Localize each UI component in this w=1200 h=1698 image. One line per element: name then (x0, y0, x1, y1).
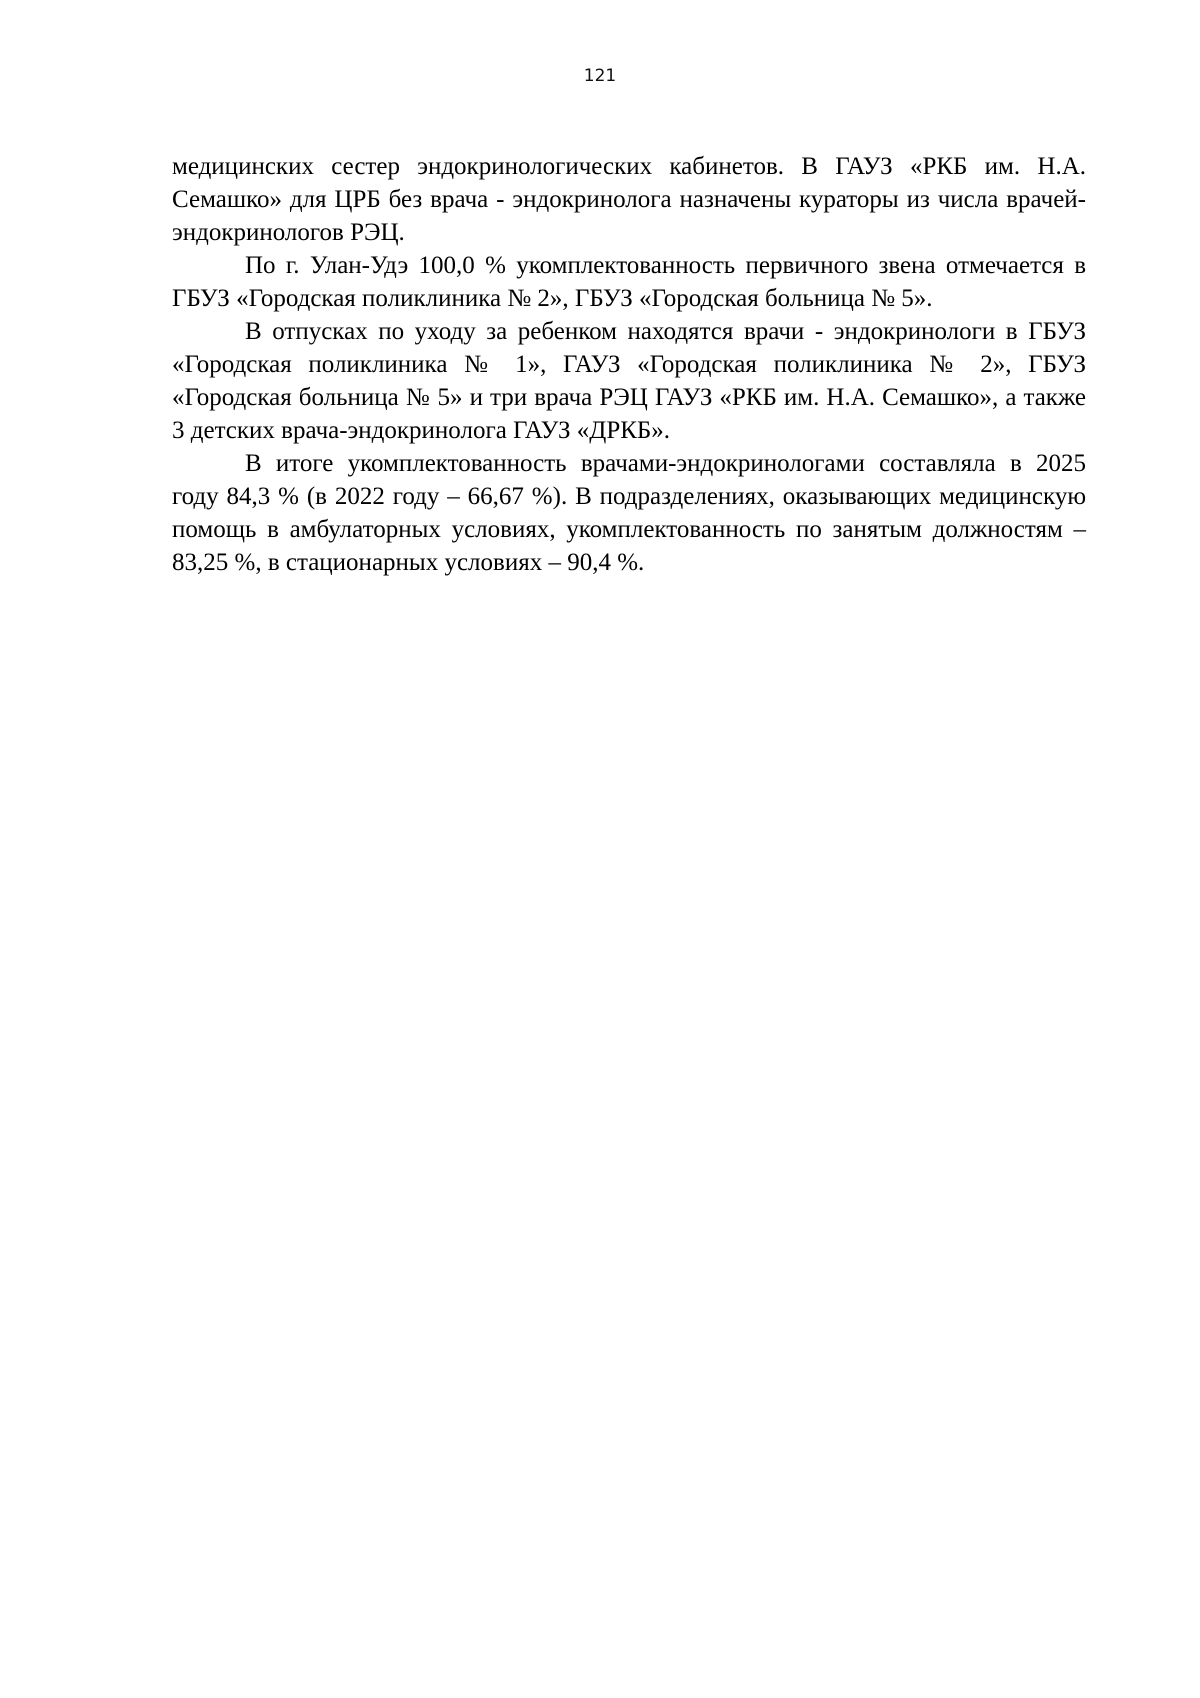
page-number: 121 (583, 66, 617, 86)
paragraph-continuation: медицинских сестер эндокринологических кабинетов. В ГАУЗ «РКБ им. Н.А. Семашко» для ЦРБ без врача - эндокринолога назначены кураторы из числа врачей-эндокринологов РЭЦ. (172, 153, 1086, 246)
paragraph-staffing-summary: В итоге укомплектованность врачами-эндокринологами составляла в 2025 году 84,3 % (в 2022 году – 66,67 %). В подразделениях, оказывающих медицинскую помощь в амбулаторных условиях, укомплектованность по занятым должностям – 83,25 %, в стационарных условиях – 90,4 %. (172, 450, 1086, 576)
paragraph-ulan-ude-staffing: По г. Улан-Удэ 100,0 % укомплектованность первичного звена отмечается в ГБУЗ «Городская поликлиника № 2», ГБУЗ «Городская больница № 5». (172, 252, 1086, 312)
paragraph-parental-leave: В отпусках по уходу за ребенком находятся врачи - эндокринологи в ГБУЗ «Городская поликлиника № 1», ГАУЗ «Городская поликлиника № 2», ГБУЗ «Городская больница № 5» и три врача РЭЦ ГАУЗ «РКБ им. Н.А. Семашко», а также 3 детских врача-эндокринолога ГАУЗ «ДРКБ». (172, 318, 1086, 444)
document-body (172, 150, 1086, 579)
